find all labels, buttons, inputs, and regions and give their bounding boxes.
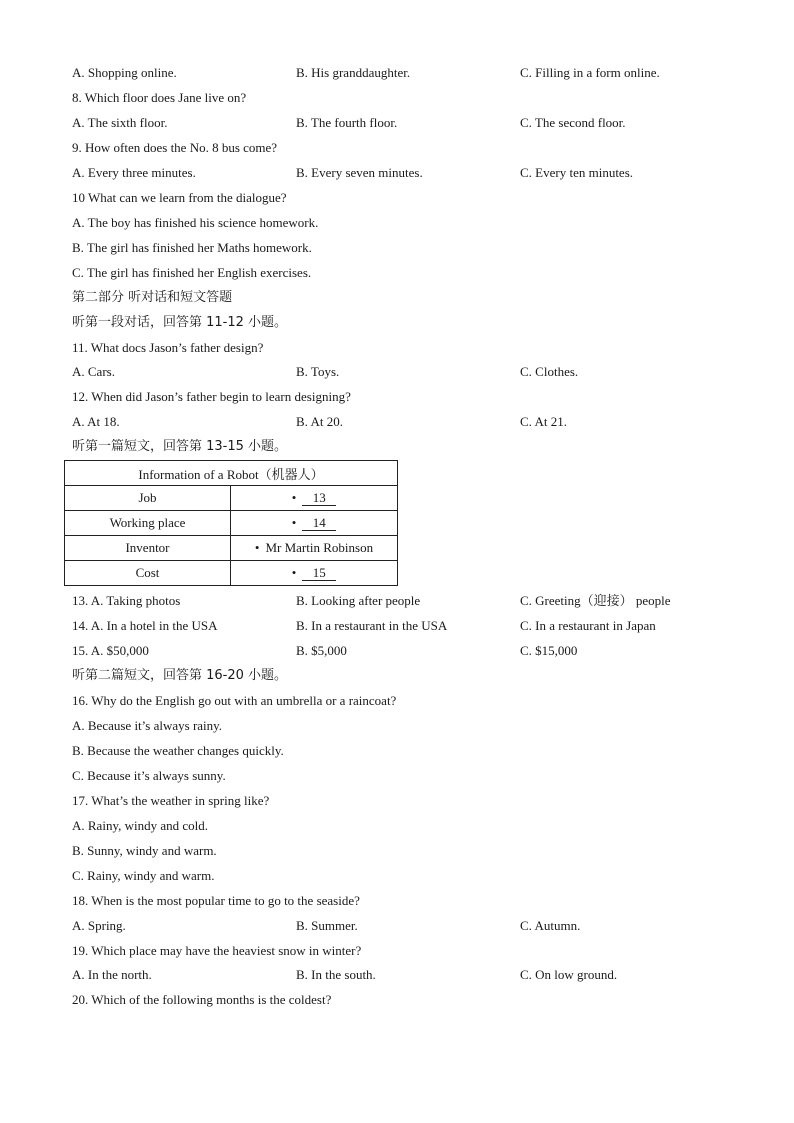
question-text: 18. When is the most popular time to go to the seaside? <box>72 893 360 908</box>
question-text: 19. Which place may have the heaviest snow in winter? <box>72 943 362 958</box>
option-b: B. Sunny, windy and warm. <box>72 843 217 858</box>
question-17 <box>0 791 794 811</box>
answer-options-14 <box>0 616 794 636</box>
option-a: A. Cars. <box>72 364 115 379</box>
answer-options-19 <box>0 965 794 985</box>
question-16 <box>0 691 794 711</box>
question-8 <box>0 88 794 108</box>
option-c: C. Autumn. <box>520 918 581 933</box>
bullet: • <box>291 565 297 580</box>
question-12 <box>0 387 794 407</box>
answer-option-10a <box>0 213 794 233</box>
question-text: 10 What can we learn from the dialogue? <box>72 190 287 205</box>
option-a: A. The boy has finished his science homework. <box>72 215 319 230</box>
table-header-row <box>65 461 398 486</box>
option-b: B. His granddaughter. <box>296 65 411 80</box>
option-b: B. Every seven minutes. <box>296 165 423 180</box>
option-c: C. Because it’s always sunny. <box>72 768 226 783</box>
inventor-name: Mr Martin Robinson <box>265 540 374 555</box>
question-20 <box>0 990 794 1010</box>
table-key: Cost <box>65 561 231 586</box>
answer-options-15 <box>0 641 794 661</box>
option-b: B. At 20. <box>296 414 343 429</box>
option-b: B. Toys. <box>296 364 340 379</box>
option-a: 15. A. $50,000 <box>72 643 149 658</box>
bullet: • <box>254 540 260 555</box>
answer-options-11 <box>0 362 794 382</box>
option-b: B. Because the weather changes quickly. <box>72 743 284 758</box>
option-c: C. Clothes. <box>520 364 579 379</box>
instruction-16-20 <box>0 666 794 686</box>
table-key: Working place <box>65 511 231 536</box>
answer-options-18 <box>0 916 794 936</box>
option-b: B. The fourth floor. <box>296 115 398 130</box>
option-b: B. In a restaurant in the USA <box>296 618 448 633</box>
answer-blank[interactable]: 15 <box>302 566 336 581</box>
question-text: 9. How often does the No. 8 bus come? <box>72 140 278 155</box>
bullet: • <box>291 515 297 530</box>
answer-option-17b <box>0 841 794 861</box>
answer-option-16a <box>0 716 794 736</box>
table-value <box>231 511 398 536</box>
question-text: 8. Which floor does Jane live on? <box>72 90 247 105</box>
option-a: A. Spring. <box>72 918 126 933</box>
option-c: C. At 21. <box>520 414 567 429</box>
option-a: 14. A. In a hotel in the USA <box>72 618 218 633</box>
instruction-text: 听第二篇短文，回答第 16-20 小题。 <box>72 668 288 683</box>
table-title: Information of a Robot（机器人） <box>65 461 398 486</box>
option-c: C. In a restaurant in Japan <box>520 618 656 633</box>
option-a: A. Shopping online. <box>72 65 177 80</box>
option-a: A. At 18. <box>72 414 120 429</box>
question-19 <box>0 941 794 961</box>
instruction-11-12 <box>0 313 794 333</box>
option-c: C. Filling in a form online. <box>520 65 660 80</box>
robot-info-table <box>64 460 398 586</box>
table-value <box>231 561 398 586</box>
answer-option-10c <box>0 263 794 283</box>
section-title: 第二部分 听对话和短文答题 <box>72 290 233 305</box>
option-c: C. $15,000 <box>520 643 578 658</box>
option-b: B. Looking after people <box>296 593 421 608</box>
answer-option-16b <box>0 741 794 761</box>
instruction-text: 听第一篇短文，回答第 13-15 小题。 <box>72 439 288 454</box>
option-b: B. $5,000 <box>296 643 347 658</box>
answer-option-17c <box>0 866 794 886</box>
answer-blank[interactable]: 14 <box>302 516 336 531</box>
question-9 <box>0 138 794 158</box>
option-a: A. Every three minutes. <box>72 165 196 180</box>
table-row <box>65 561 398 586</box>
option-c: C. Greeting（迎接） people <box>520 593 671 608</box>
table-row <box>65 511 398 536</box>
table-row <box>65 486 398 511</box>
question-11 <box>0 338 794 358</box>
bullet: • <box>291 490 297 505</box>
answer-option-17a <box>0 816 794 836</box>
option-b: B. Summer. <box>296 918 358 933</box>
answer-options-9 <box>0 163 794 183</box>
instruction-13-15 <box>0 437 794 457</box>
option-c: C. Rainy, windy and warm. <box>72 868 215 883</box>
option-b: B. In the south. <box>296 967 376 982</box>
question-text: 12. When did Jason’s father begin to learn designing? <box>72 389 351 404</box>
instruction-text: 听第一段对话，回答第 11-12 小题。 <box>72 315 288 330</box>
answer-option-10b <box>0 238 794 258</box>
question-18 <box>0 891 794 911</box>
option-a: A. The sixth floor. <box>72 115 168 130</box>
question-text: 17. What’s the weather in spring like? <box>72 793 270 808</box>
answer-options-7 <box>0 63 794 83</box>
option-c: C. Every ten minutes. <box>520 165 634 180</box>
option-a: A. In the north. <box>72 967 152 982</box>
table-value <box>231 536 398 561</box>
question-text: 20. Which of the following months is the coldest? <box>72 992 332 1007</box>
table-value <box>231 486 398 511</box>
section-heading <box>0 288 794 308</box>
table-key: Job <box>65 486 231 511</box>
answer-option-16c <box>0 766 794 786</box>
answer-options-8 <box>0 113 794 133</box>
table-row <box>65 536 398 561</box>
question-10 <box>0 188 794 208</box>
answer-options-12 <box>0 412 794 432</box>
question-text: 16. Why do the English go out with an umbrella or a raincoat? <box>72 693 397 708</box>
table-key: Inventor <box>65 536 231 561</box>
option-c: C. On low ground. <box>520 967 618 982</box>
option-a: 13. A. Taking photos <box>72 593 181 608</box>
option-a: A. Rainy, windy and cold. <box>72 818 208 833</box>
answer-options-13 <box>0 591 794 611</box>
question-text: 11. What docs Jason’s father design? <box>72 340 264 355</box>
answer-blank[interactable]: 13 <box>302 491 336 506</box>
option-c: C. The second floor. <box>520 115 626 130</box>
option-a: A. Because it’s always rainy. <box>72 718 223 733</box>
option-b: B. The girl has finished her Maths homework. <box>72 240 312 255</box>
option-c: C. The girl has finished her English exercises. <box>72 265 312 280</box>
